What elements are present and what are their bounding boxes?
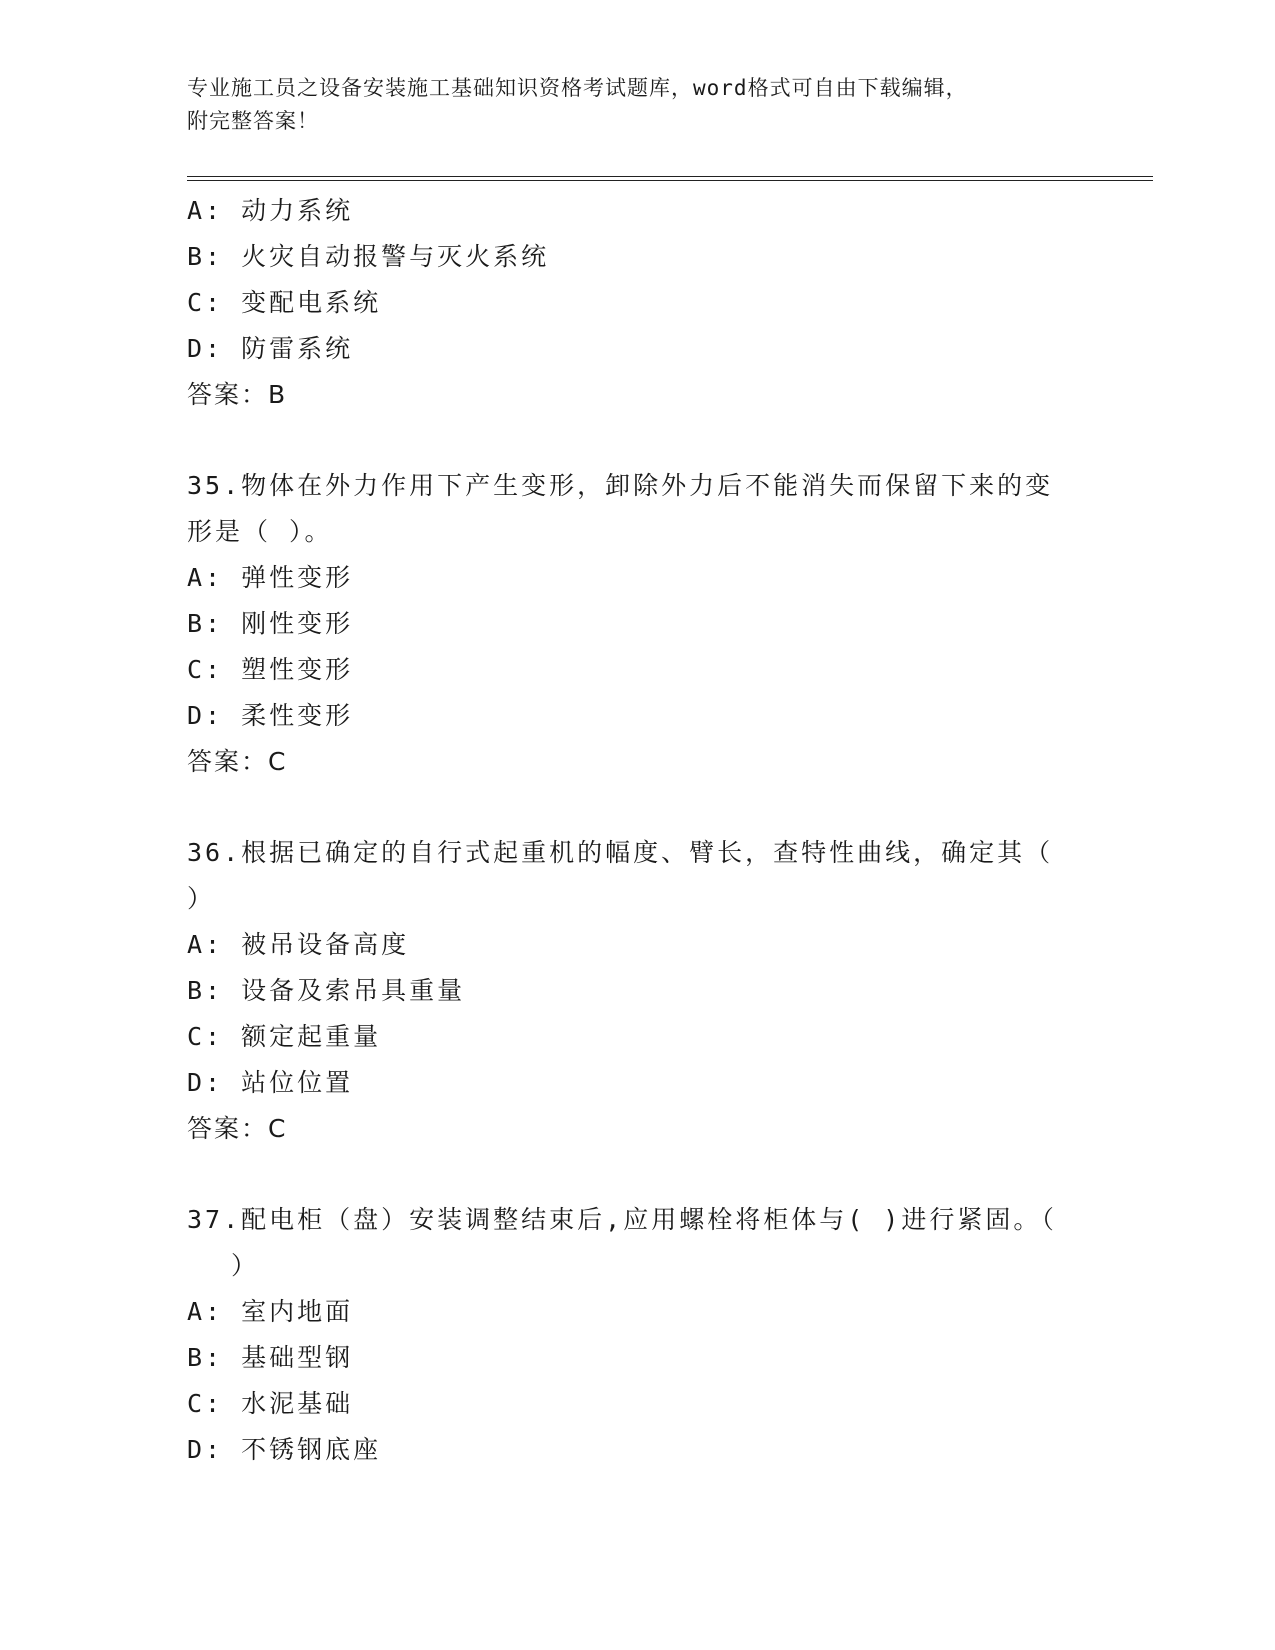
question-stem: 37.配电柜（盘）安装调整结束后,应用螺栓将柜体与( )进行紧固。（: [187, 1205, 1057, 1234]
option-c: C: 水泥基础: [187, 1389, 354, 1418]
option-d: D: 不锈钢底座: [187, 1435, 382, 1464]
question-stem-cont: 形是（ ）。: [187, 517, 333, 546]
question-stem-cont: ）: [231, 1251, 260, 1280]
option-c: C: 变配电系统: [187, 288, 382, 317]
option-d: D: 柔性变形: [187, 701, 354, 730]
header-double-rule: [187, 176, 1153, 181]
option-c: C: 额定起重量: [187, 1022, 382, 1051]
option-a: A: 被吊设备高度: [187, 930, 410, 959]
question-35: [187, 463, 1087, 785]
answer-line: 答案：C: [187, 747, 288, 776]
option-c: C: 塑性变形: [187, 655, 354, 684]
answer-line: 答案：C: [187, 1114, 288, 1143]
option-b: B: 火灾自动报警与灭火系统: [187, 242, 550, 271]
header-line-1: 专业施工员之设备安装施工基础知识资格考试题库，word格式可自由下载编辑，: [187, 76, 968, 100]
question-stem: 35.物体在外力作用下产生变形，卸除外力后不能消失而保留下来的变: [187, 471, 1054, 500]
option-a: A: 弹性变形: [187, 563, 354, 592]
question-list: [187, 188, 1087, 1473]
option-b: B: 刚性变形: [187, 609, 354, 638]
option-a: A: 动力系统: [187, 196, 354, 225]
question-stem-cont: ）: [187, 884, 216, 913]
question-36: [187, 830, 1087, 1152]
document-header: [187, 72, 1087, 138]
answer-line: 答案：B: [187, 380, 288, 409]
question-stem: 36.根据已确定的自行式起重机的幅度、臂长，查特性曲线，确定其（: [187, 838, 1054, 867]
option-d: D: 站位位置: [187, 1068, 354, 1097]
question-34: [187, 188, 1087, 418]
option-b: B: 基础型钢: [187, 1343, 354, 1372]
header-line-2: 附完整答案！: [187, 109, 319, 133]
question-37: [187, 1197, 1087, 1473]
option-a: A: 室内地面: [187, 1297, 354, 1326]
option-b: B: 设备及索吊具重量: [187, 976, 466, 1005]
option-d: D: 防雷系统: [187, 334, 354, 363]
